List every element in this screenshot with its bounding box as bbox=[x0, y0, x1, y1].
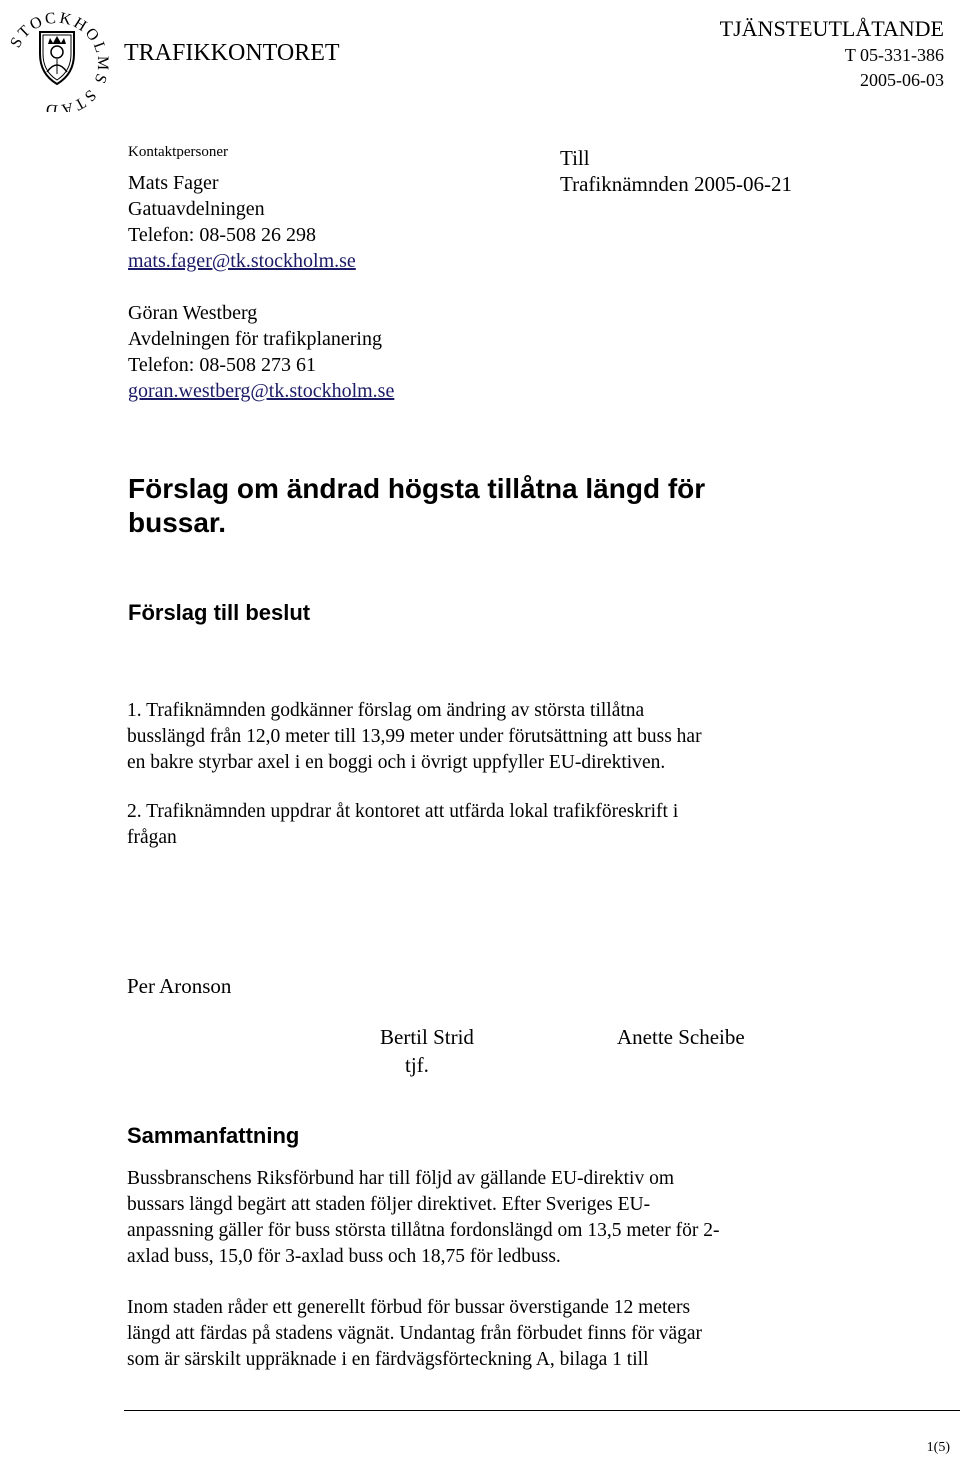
proposal-heading: Förslag till beslut bbox=[128, 600, 311, 625]
text-line: busslängd från 12,0 meter till 13,99 meter under förutsättning att buss har bbox=[127, 726, 702, 747]
text-line: 1. Trafiknämnden godkänner förslag om ändring av största tillåtna bbox=[127, 700, 645, 721]
page-number: 1(5) bbox=[926, 1440, 950, 1455]
text-line: 2. Trafiknämnden uppdrar åt kontoret att utfärda lokal trafikföreskrift i bbox=[127, 801, 679, 822]
text-line: en bakre styrbar axel i en boggi och i övrigt uppfyller EU-direktiven. bbox=[127, 752, 666, 773]
summary-heading: Sammanfattning bbox=[127, 1123, 300, 1148]
contact-phone: Telefon: 08-508 26 298 bbox=[128, 224, 317, 246]
contact-name: Mats Fager bbox=[128, 172, 219, 194]
organization-name: TRAFIKKONTORET bbox=[124, 40, 340, 66]
text-line: Bussbranschens Riksförbund har till följd av gällande EU-direktiv om bbox=[127, 1168, 674, 1189]
contacts-heading: Kontaktpersoner bbox=[128, 144, 228, 160]
contact-phone: Telefon: 08-508 273 61 bbox=[128, 354, 317, 376]
contact-department: Gatuavdelningen bbox=[128, 198, 265, 220]
crest-icon bbox=[2, 2, 112, 112]
proposal-item-2 bbox=[127, 799, 827, 851]
signature-name: Anette Scheibe bbox=[617, 1025, 745, 1049]
text-line: anpassning gäller för buss största tillåtna fordonslängd om 13,5 meter för 2- bbox=[127, 1220, 720, 1241]
text-line: längd att färdas på stadens vägnät. Undantag från förbudet finns för vägar bbox=[127, 1323, 703, 1344]
document-reference: T 05-331-386 bbox=[844, 45, 944, 65]
addressee-recipient: Trafiknämnden 2005-06-21 bbox=[560, 172, 792, 196]
document-date: 2005-06-03 bbox=[860, 70, 944, 90]
stockholm-city-logo bbox=[2, 2, 112, 112]
addressee-label: Till bbox=[560, 146, 590, 170]
footer-divider bbox=[124, 1410, 960, 1411]
contact-email-link[interactable]: mats.fager@tk.stockholm.se bbox=[128, 250, 356, 272]
signature-note: tjf. bbox=[405, 1053, 429, 1077]
summary-paragraph-2 bbox=[127, 1295, 827, 1373]
text-line: bussars längd begärt att staden följer direktivet. Efter Sveriges EU- bbox=[127, 1194, 651, 1215]
document-type: TJÄNSTEUTLÅTANDE bbox=[719, 16, 944, 41]
document-title bbox=[128, 472, 828, 540]
text-line: frågan bbox=[127, 827, 177, 848]
text-line: som är särskilt uppräknade i en färdvägsförteckning A, bilaga 1 till bbox=[127, 1349, 649, 1370]
summary-paragraph-1 bbox=[127, 1166, 827, 1270]
contact-name: Göran Westberg bbox=[128, 302, 258, 324]
signature-name: Bertil Strid bbox=[380, 1025, 474, 1049]
text-line: Inom staden råder ett generellt förbud för bussar överstigande 12 meters bbox=[127, 1297, 691, 1318]
proposal-item-1 bbox=[127, 698, 827, 776]
contact-email-link[interactable]: goran.westberg@tk.stockholm.se bbox=[128, 380, 395, 402]
title-line: bussar. bbox=[128, 507, 227, 538]
text-line: axlad buss, 15,0 för 3-axlad buss och 18,75 för ledbuss. bbox=[127, 1246, 561, 1267]
svg-text:STOCKHOLMS STAD bbox=[7, 10, 111, 112]
title-line: Förslag om ändrad högsta tillåtna längd för bbox=[128, 473, 706, 504]
logo-ring-text: STOCKHOLMS STAD bbox=[7, 9, 112, 112]
signature-name: Per Aronson bbox=[127, 974, 232, 998]
contact-department: Avdelningen för trafikplanering bbox=[128, 328, 382, 350]
